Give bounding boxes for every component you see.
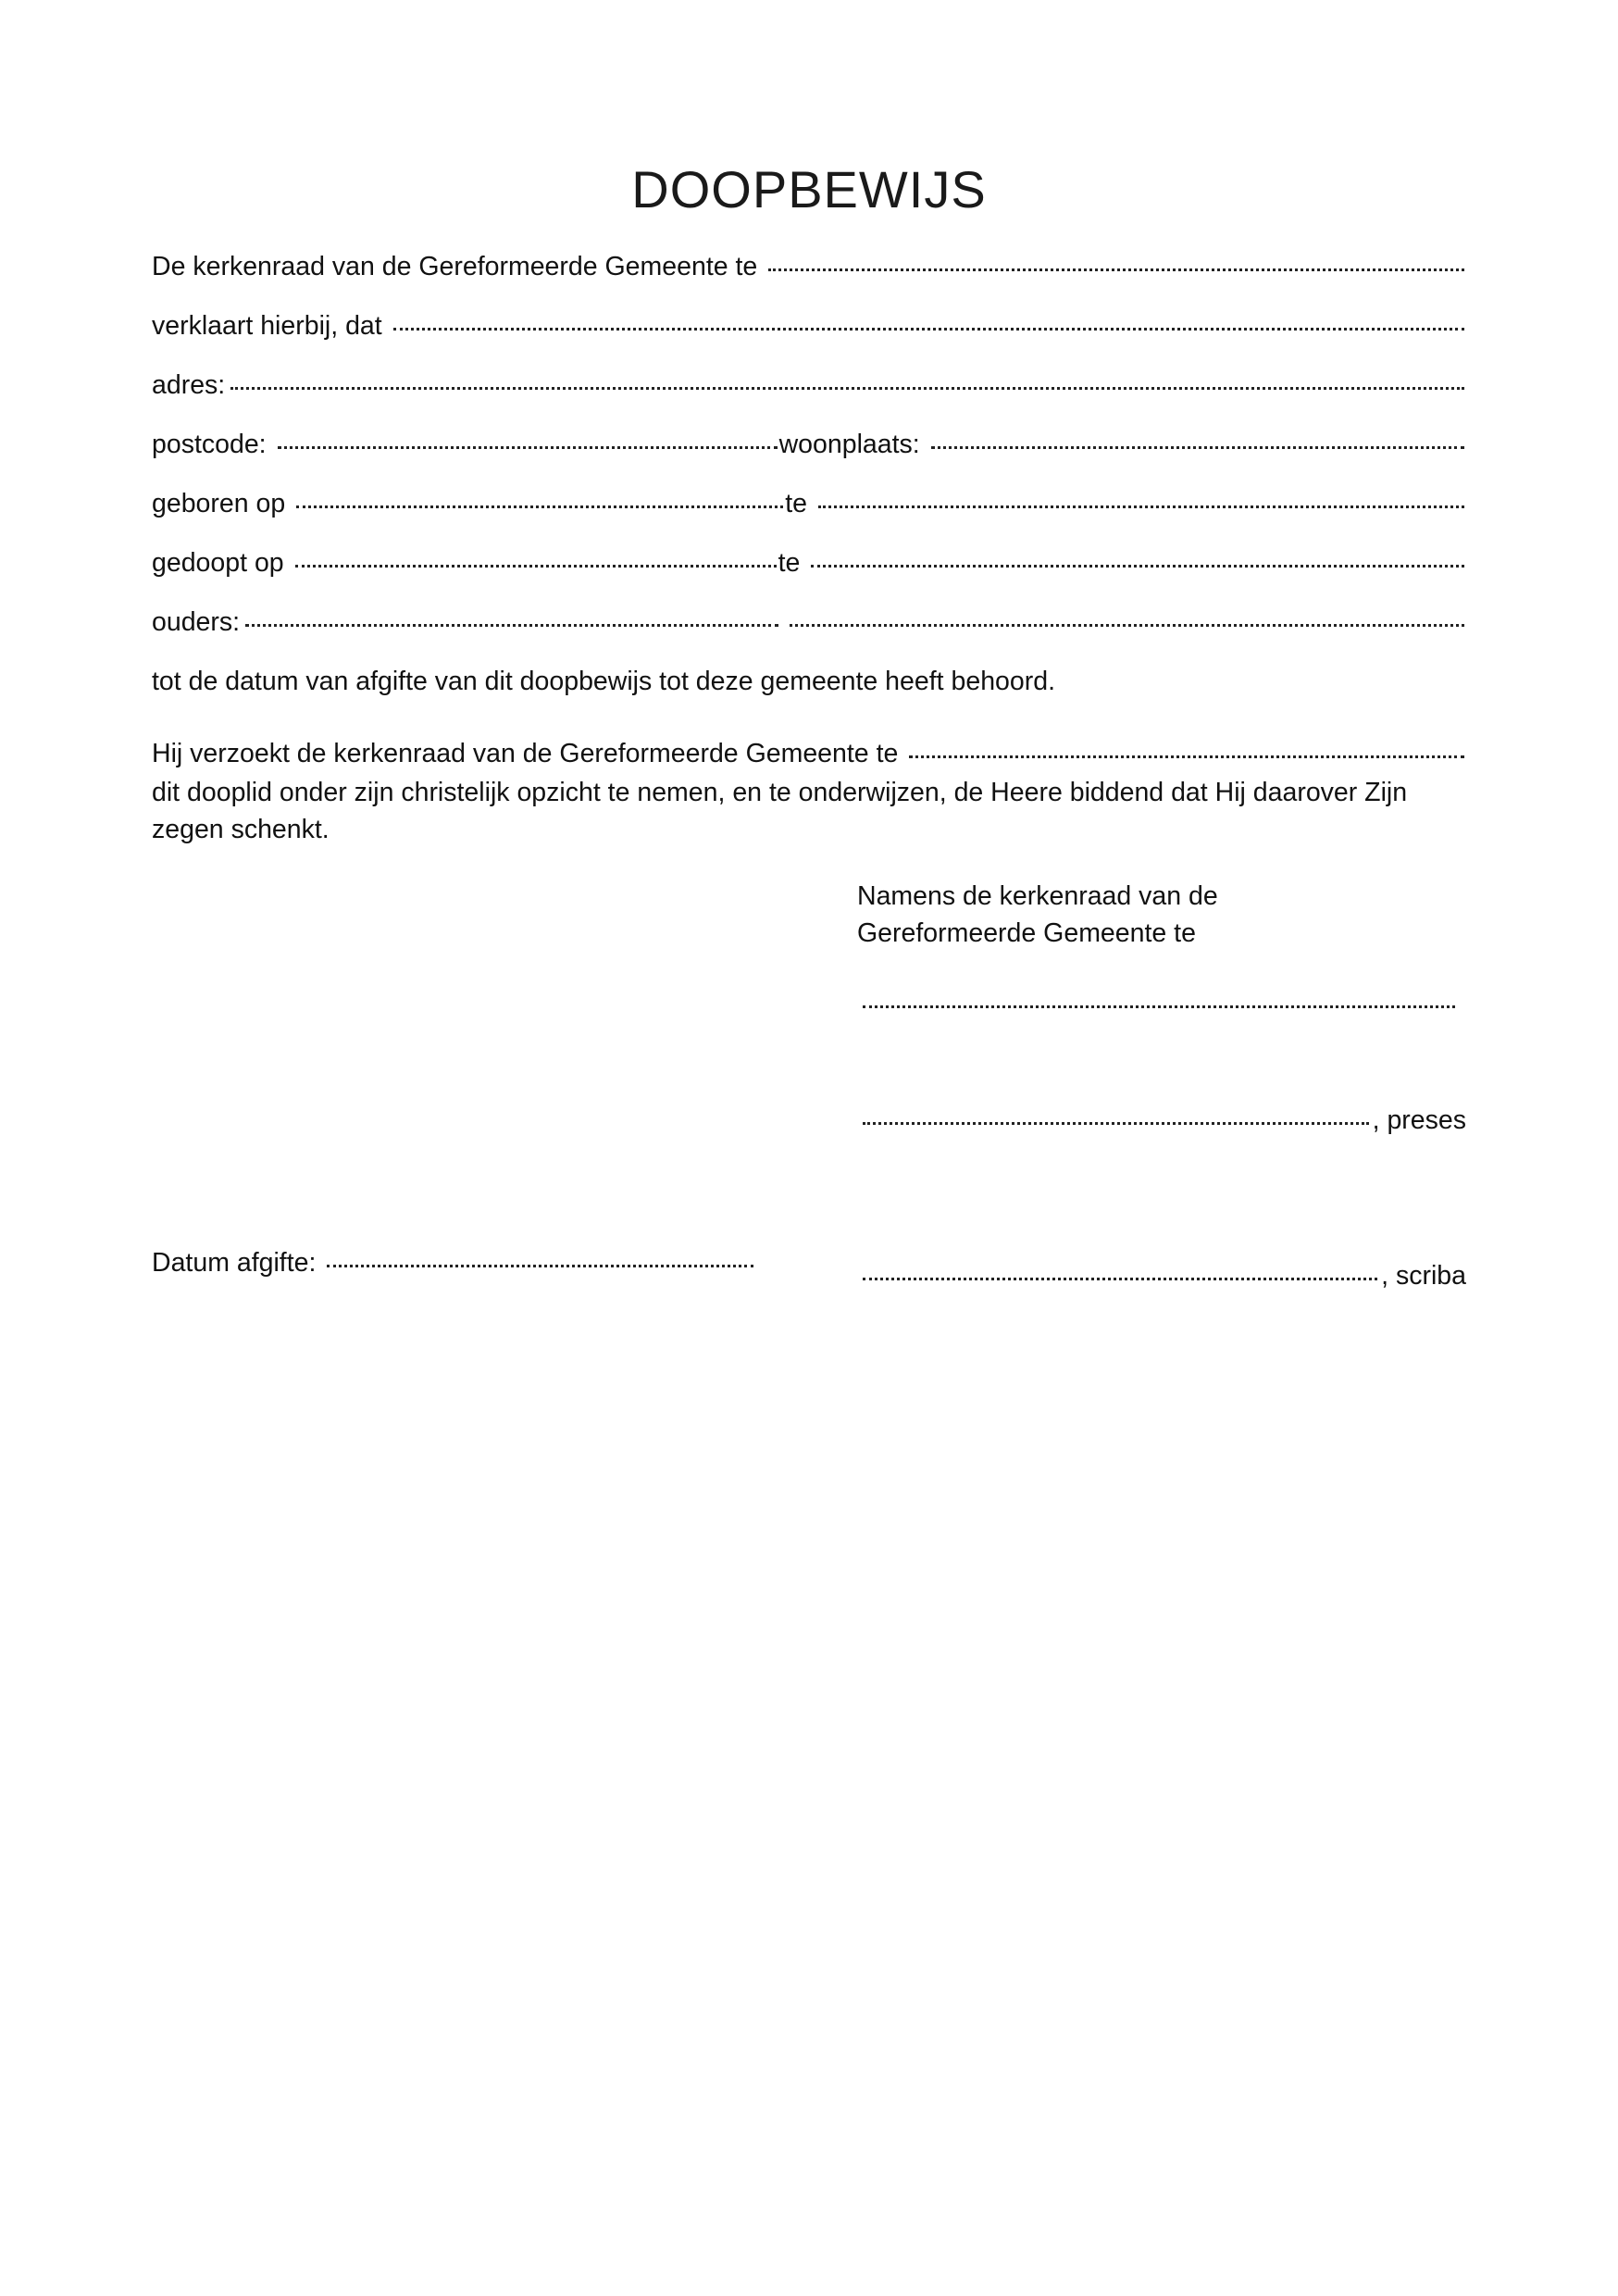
fill-line-geboortedatum[interactable] (296, 481, 783, 508)
label-te-gedoopt: te (778, 548, 801, 578)
fill-line-naam[interactable] (393, 304, 1464, 331)
namens-line-1: Namens de kerkenraad van de (857, 881, 1218, 911)
fill-line-doopdatum[interactable] (295, 541, 777, 568)
document-title: DOOPBEWIJS (631, 160, 987, 218)
label-te-geboren: te (785, 489, 807, 518)
label-gedoopt: gedoopt op (152, 548, 284, 578)
namens-line-2: Gereformeerde Gemeente te (857, 918, 1196, 948)
fill-line-moeder[interactable] (790, 600, 1464, 627)
label-scriba: , scriba (1381, 1261, 1466, 1291)
field-datum-afgifte (152, 1244, 755, 1281)
fill-line-preses[interactable] (863, 1098, 1369, 1125)
field-verklaart (152, 307, 1466, 344)
fill-line-adres[interactable] (230, 363, 1464, 390)
label-postcode: postcode: (152, 430, 267, 459)
signature-scriba (863, 1257, 1466, 1294)
fill-line-postcode[interactable] (278, 422, 778, 449)
fill-line-vader[interactable] (245, 600, 778, 627)
label-ouders: ouders: (152, 607, 241, 637)
fill-line-gemeente[interactable] (768, 244, 1464, 271)
label-woonplaats: woonplaats: (778, 430, 920, 459)
label-kerkenraad: De kerkenraad van de Gereformeerde Gemeente te (152, 252, 758, 281)
label-adres: adres: (152, 370, 226, 400)
request-line-1: Hij verzoekt de kerkenraad van de Gereformeerde Gemeente te (152, 739, 899, 768)
request-text: dit dooplid onder zijn christelijk opzicht te nemen, en te onderwijzen, de Heere biddend dat Hij daarover Zijn zegen schenkt. (152, 778, 1408, 844)
field-request-gemeente (152, 735, 1466, 772)
field-adres (152, 367, 1466, 404)
field-postcode-woonplaats (152, 426, 1466, 463)
signature-gemeente (863, 985, 1457, 1022)
statement-behoord: tot de datum van afgifte van dit doopbewijs tot deze gemeente heeft behoord. (152, 667, 1055, 696)
label-verklaart: verklaart hierbij, dat (152, 311, 382, 341)
field-kerkenraad (152, 248, 1466, 285)
fill-line-geboorteplaats[interactable] (818, 481, 1464, 508)
fill-line-doopplaats[interactable] (811, 541, 1464, 568)
fill-line-gemeente-signature[interactable] (863, 981, 1455, 1008)
signature-preses (863, 1102, 1466, 1139)
label-geboren: geboren op (152, 489, 286, 518)
field-ouders (152, 604, 1466, 641)
fill-line-scriba[interactable] (863, 1254, 1377, 1280)
fill-line-datum-afgifte[interactable] (327, 1241, 753, 1267)
field-gedoopt (152, 544, 1466, 581)
label-preses: , preses (1372, 1105, 1466, 1135)
label-datum-afgifte: Datum afgifte: (152, 1248, 317, 1278)
fill-line-nieuwe-gemeente[interactable] (909, 731, 1464, 758)
field-geboren (152, 485, 1466, 522)
fill-line-woonplaats[interactable] (931, 422, 1464, 449)
namens-block (857, 878, 1468, 952)
